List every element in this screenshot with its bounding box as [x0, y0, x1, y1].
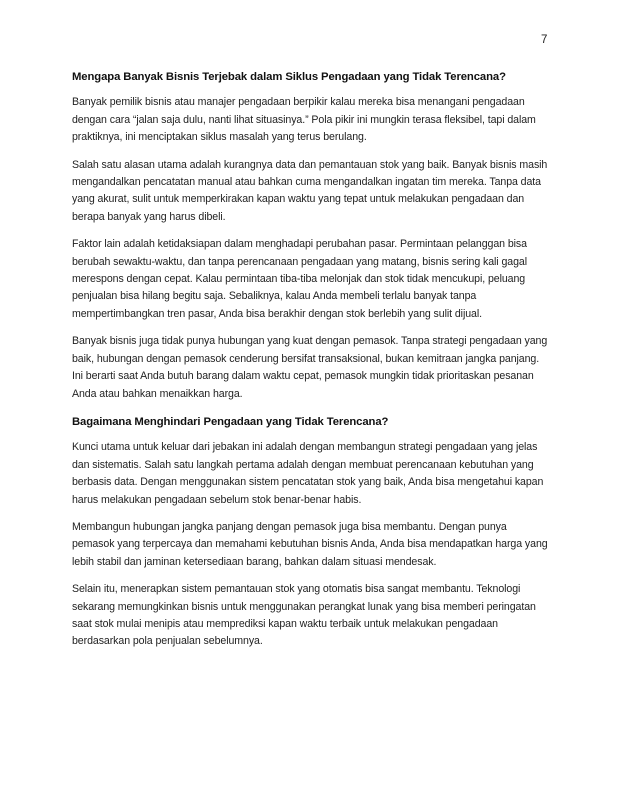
paragraph: Faktor lain adalah ketidaksiapan dalam menghadapi perubahan pasar. Permintaan pelanggan bisa berubah sewaktu-waktu, dan tanpa perencanaan pengadaan yang matang, bisnis sering kali gagal merespons dengan cepat. Kalau permintaan tiba-tiba melonjak dan stok tidak mencukupi, peluang penjualan bisa hilang begitu saja. Sebaliknya, kalau Anda membeli terlalu banyak tanpa mempertimbangkan tren pasar, Anda bisa berakhir dengan stok berlebih yang sulit dijual.	[72, 238, 527, 320]
section-heading: Bagaimana Menghindari Pengadaan yang Tidak Terencana?	[72, 415, 389, 428]
paragraph: Membangun hubungan jangka panjang dengan pemasok juga bisa membantu. Dengan punya pemasok yang terpercaya dan memahami kebutuhan bisnis Anda, Anda bisa mendapatkan harga yang lebih stabil dan jaminan ketersediaan barang, bahkan dalam situasi mendesak.	[72, 520, 548, 568]
page-number: 7	[541, 34, 548, 46]
paragraph: Selain itu, menerapkan sistem pemantauan stok yang otomatis bisa sangat membantu. Teknologi sekarang memungkinkan bisnis untuk menggunakan perangkat lunak yang bisa memberi peringatan saat stok mulai menipis atau memprediksi kapan waktu terbaik untuk melakukan pengadaan berdasarkan pola penjualan sebelumnya.	[72, 583, 536, 648]
section-heading: Mengapa Banyak Bisnis Terjebak dalam Siklus Pengadaan yang Tidak Terencana?	[72, 71, 506, 83]
section-avoid-unplanned	[72, 413, 550, 651]
paragraph: Salah satu alasan utama adalah kurangnya data dan pemantauan stok yang baik. Banyak bisnis masih mengandalkan pencatatan manual atau bahkan cuma mengandalkan ingatan tim mereka. Tanpa data yang akurat, sulit untuk memperkirakan kapan waktu yang tepat untuk melakukan pengadaan dan berapa banyak yang harus dibeli.	[72, 158, 548, 223]
section-procurement-cycle	[72, 68, 550, 403]
paragraph: Banyak pemilik bisnis atau manajer pengadaan berpikir kalau mereka bisa menangani pengadaan dengan cara “jalan saja dulu, nanti lihat situasinya.” Pola pikir ini mungkin terasa fleksibel, tapi dalam praktiknya, ini menciptakan siklus masalah yang terus berulang.	[72, 96, 536, 144]
page-content	[72, 68, 550, 661]
paragraph: Kunci utama untuk keluar dari jebakan ini adalah dengan membangun strategi pengadaan yang jelas dan sistematis. Salah satu langkah pertama adalah dengan membuat perencanaan kebutuhan yang berbasis data. Dengan menggunakan sistem pencatatan stok yang baik, Anda bisa mengetahui kapan harus melakukan pengadaan sebelum stok benar-benar habis.	[72, 441, 544, 506]
paragraph: Banyak bisnis juga tidak punya hubungan yang kuat dengan pemasok. Tanpa strategi pengadaan yang baik, hubungan dengan pemasok cenderung bersifat transaksional, bukan kemitraan jangka panjang. Ini berarti saat Anda butuh barang dalam waktu cepat, pemasok mungkin tidak prioritaskan pesanan Anda atau bahkan menaikkan harga.	[72, 335, 548, 400]
